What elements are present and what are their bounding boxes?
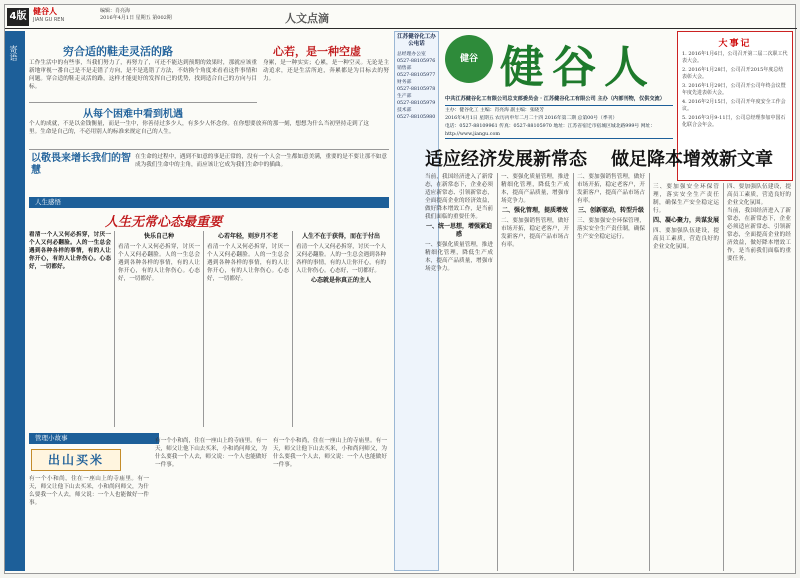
article3-body: 在生命的过程中，遇到不如意的事是正常的，没有一个人会一生都如意美满，重要的是不要让那不如意成为我们生命中的主角，而应该让它成为我们生命中的插曲。 — [135, 154, 387, 168]
page-number-tag: 4版 — [7, 8, 29, 26]
event-item: 5. 2016年3月9-11日，公司总经理参加中国石化联合会年会。 — [682, 115, 786, 128]
headline-right: 做足降本增效新文章 — [611, 149, 773, 170]
article1-title: 穷合适的鞋走灵活的路 — [63, 45, 173, 58]
story-col2: 有一个小和尚，住在一座山上的寺庙里。有一天，师父让他下山去买米，小和尚问师父，为什么要我一个人去，师父说：一个人也能做好一件事。 — [155, 438, 267, 468]
side-bar — [5, 31, 25, 571]
article4-col4: 人生不在于获得，而在于付出 看清一个人又何必拆穿，讨厌一个人又何必翻脸。人的一生总会遇到各种各样的事情，有的人让你开心，有的人让你伤心。心态好，一切都好。 心态就是你真正的主人 — [296, 233, 386, 284]
divider — [497, 173, 498, 571]
divider — [723, 183, 724, 571]
brand-name: 健谷人 — [33, 6, 57, 16]
story-col1: 有一个小和尚，住在一座山上的寺庙里。有一天，师父让他下山去买米，小和尚问师父，为什么要我一个人去，师父说：一个人也能做好一件事。 — [29, 476, 149, 506]
main-col2: 一、要强化质量管理，推进精细化管理，降低生产成本，提高产品质量，增强市场竞争力。 二、强化管理，提质增效 二、要加强销售管理，做好市场开拓，稳定老客户，开发新客户，提高产品市场占有率。 — [501, 174, 569, 248]
article4-col3: 心若年轻，则岁月不老 看清一个人又何必拆穿，讨厌一个人又何必翻脸。人的一生总会遇到各种各样的事情，有的人让你开心，有的人让你伤心。心态好，一切都好。 — [207, 233, 289, 282]
divider — [292, 231, 293, 427]
event-item: 3. 2016年1月29日，公司召开公司年终会议暨年度先进表彰大会。 — [682, 83, 786, 96]
wordart-body: 身累，是一种实实；心累，是一种空灵。无论是主动追求，还是生活所迫，奔累都是为目标去的努力。 — [263, 60, 389, 82]
article2-body: 个人的成就，不是以金钱衡量，而是一生中，你善待过多少人，有多少人怀念你。在你想要放弃的那一刻，想想为什么当初坚持走到了这里。生命是自己的，不必用别人的标准来规定自己的人生。 — [29, 121, 369, 135]
event-item: 1. 2016年1月6日，公司召开第二届二次职工代表大会。 — [682, 51, 788, 64]
article4-title: 人生无常心态最重要 — [105, 215, 223, 230]
article2-title: 从每个困难中看到机遇 — [83, 109, 183, 120]
main-col3: 二、要加强销售管理，做好市场开拓，稳定老客户，开发新客户，提高产品市场占有率。 三、创新驱动，转型升级 三、要加强安全环保管理，落实安全生产责任制，确保生产安全稳定运行。 — [577, 174, 645, 240]
brand-english: JIAN GU REN — [33, 17, 65, 23]
info-box-title: 江苏健谷化工办公电话 — [397, 34, 436, 47]
column-title: 人文点滴 — [285, 12, 329, 25]
page-header — [5, 5, 797, 29]
company-logo: 健谷 — [445, 35, 493, 83]
divider — [29, 102, 257, 103]
story-title-box — [31, 449, 121, 471]
article1-body: 工作生活中的有些事，当我们努力了，再努力了，可还不能达到预期的效果时，那就应该重新地审视一番自己是不是走错了方向，是不是选错了方法，不妨换个角度来看看这件事情和问题。穿合适的鞋走灵活的路，这样才能更好的发挥自己的优势，找到适合自己的方向与目标。 — [29, 60, 257, 90]
masthead-info: 主办：健谷化工 主编：肖亮海 副主编：张晓芳 2016年4月1日 星期五 农历丙申年二月二十四 2016年第二期 总第00号（季刊） 电话：0527-88109961 传真：0527-88105970 地址：江苏省宿迁市宿城区城北路999号 网址：http://www.jiangu.com — [445, 105, 673, 139]
main-col1: 当前，我国经济进入了新常态，在新常态下，企业必须适应新常态、引领新常态，全面提高企业的经济效益，做好降本增效工作，是当前我们面临的重要任务。 一、统一思想，增强紧迫感 一、要强化质量管理，推进精细化管理，降低生产成本，提高产品质量，增强市场竞争力。 — [425, 174, 493, 272]
story-band: 管理小故事 — [29, 433, 159, 444]
contact-info-box: 江苏健谷化工办公电话 总经理办公室 0527-88105976 销售部 0527-88105977 财务部 0527-88105978 生产部 0527-88105979 技术部 0527-88105980 — [394, 31, 439, 571]
main-col4: 三、要加强安全环保管理，落实安全生产责任制，确保生产安全稳定运行。 四、凝心聚力，共谋发展 四、要加强队伍建设，提高员工素质，营造良好的企业文化氛围。 — [653, 184, 719, 250]
divider — [203, 231, 204, 427]
header-meta: 编辑：肖亮海 2016年4月1日 星期五 第002期 — [100, 8, 172, 21]
masthead-company: 中共江苏健谷化工有限公司总支部委员会 · 江苏健谷化工有限公司 主办（内部刊物，仅供交流） — [445, 96, 665, 102]
article4-col2: 快乐自己种 看清一个人又何必拆穿，讨厌一个人又何必翻脸。人的一生总会遇到各种各样的事情，有的人让你开心，有的人让你伤心。心态好，一切都好。 — [118, 233, 200, 282]
event-item: 2. 2016年1月28日，公司召开2015年度总结表彰大会。 — [682, 67, 784, 80]
divider — [649, 173, 650, 571]
article4-col1: 看清一个人又何必拆穿，讨厌一个人又何必翻脸。人的一生总会遇到各种各样的事情，有的人让你开心，有的人让你伤心。心态好，一切都好。 — [29, 232, 111, 270]
side-label: 寄语 — [9, 45, 18, 61]
divider — [114, 231, 115, 427]
main-col5: 四、要加强队伍建设，提高员工素质，营造良好的企业文化氛围。 当前，我国经济进入了新常态，在新常态下，企业必须适应新常态、引领新常态，全面提高企业的经济效益，做好降本增效工作，是当前我们面临的重要任务。 — [727, 184, 791, 262]
column-band: 人生感悟 — [29, 197, 389, 208]
headline-left: 适应经济发展新常态 — [425, 149, 587, 170]
divider — [29, 149, 389, 150]
event-item: 4. 2016年2月15日，公司召开年度安全工作会议。 — [682, 99, 786, 112]
story-title: 出山买米 — [47, 453, 104, 467]
story-col3: 有一个小和尚，住在一座山上的寺庙里。有一天，师父让他下山去买米，小和尚问师父，为什么要我一个人去，师父说：一个人也能做好一件事。 — [273, 438, 387, 468]
article3-title: 以敬畏来增长我们的智慧 — [31, 153, 131, 176]
events-title: 大事记 — [718, 39, 752, 49]
wordart-title: 心若，是一种空虚 — [273, 45, 361, 58]
divider — [573, 173, 574, 571]
masthead-title: 健谷人 — [500, 42, 656, 93]
newspaper-page — [4, 4, 796, 574]
